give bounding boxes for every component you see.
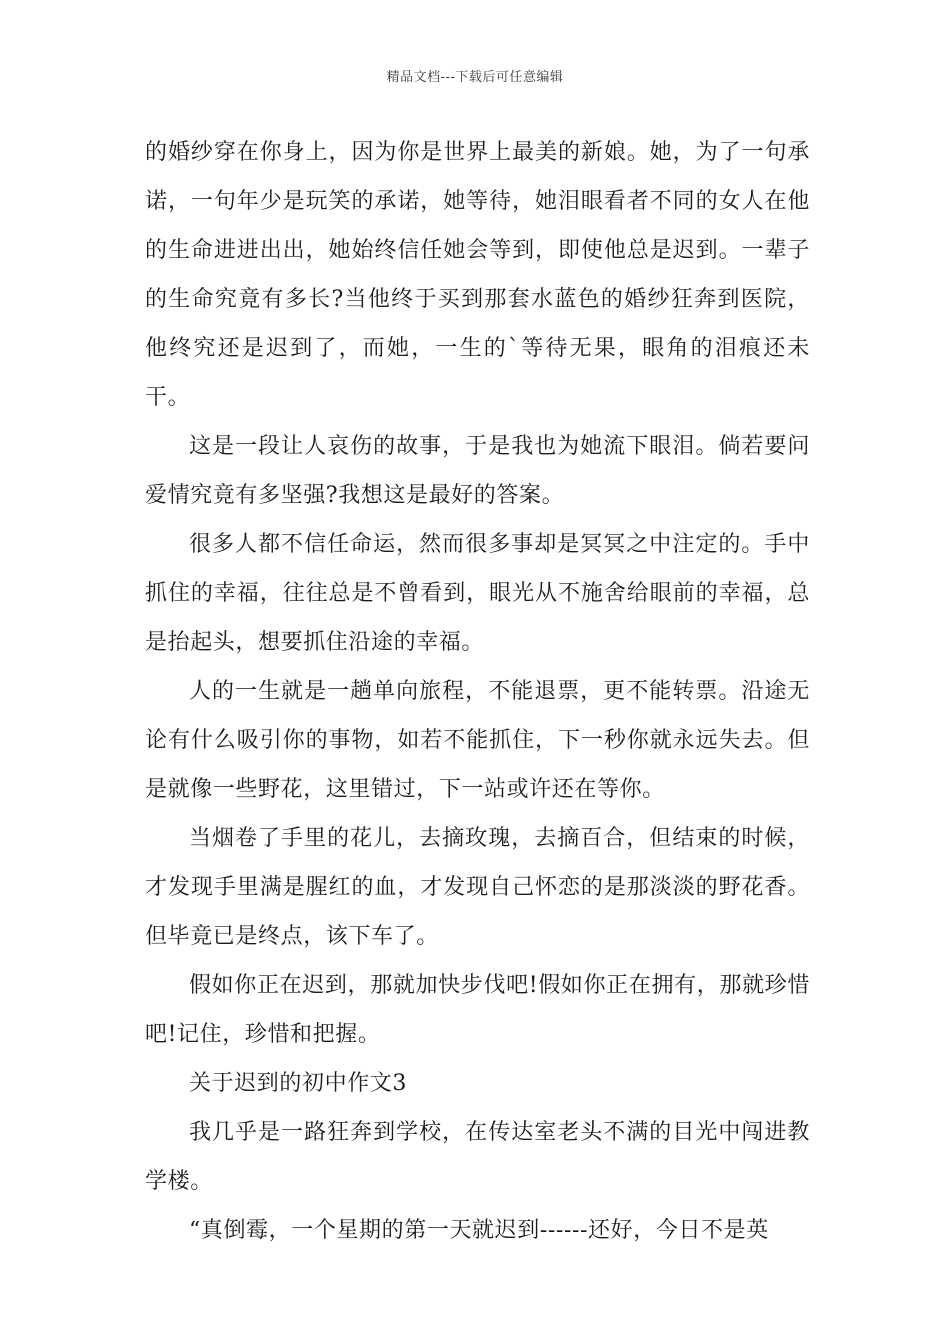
page-header: 精品文档---下载后可任意编辑 (386, 70, 564, 85)
paragraph-4: 人的一生就是一趟单向旅程，不能退票，更不能转票。沿途无论有什么吸引你的事物，如若不能抓住，下一秒你就永远失去。但是就像一些野花，这里错过，下一站或许还在等你。 (145, 679, 810, 802)
paragraph-5: 当烟卷了手里的花儿，去摘玫瑰，去摘百合，但结束的时候，才发现手里满是腥红的血，才发现自己怀恋的是那淡淡的野花香。但毕竟已是终点，该下车了。 (145, 826, 810, 949)
paragraph-6: 假如你正在迟到，那就加快步伐吧!假如你正在拥有，那就珍惜吧!记住，珍惜和把握。 (145, 973, 810, 1047)
paragraph-3: 很多人都不信任命运，然而很多事却是冥冥之中注定的。手中抓住的幸福，往往总是不曾看到，眼光从不施舍给眼前的幸福，总是抬起头，想要抓住沿途的幸福。 (145, 532, 810, 655)
paragraph-1: 的婚纱穿在你身上，因为你是世界上最美的新娘。她，为了一句承诺，一句年少是玩笑的承诺，她等待，她泪眼看者不同的女人在他的生命进进出出，她始终信任她会等到，即使他总是迟到。一辈子的生命究竟有多长?当他终于买到那套水蓝色的婚纱狂奔到医院，他终究还是迟到了，而她，一生的`等待无果，眼角的泪痕还未干。 (145, 140, 810, 410)
paragraph-2: 这是一段让人哀伤的故事，于是我也为她流下眼泪。倘若要问爱情究竟有多坚强?我想这是最好的答案。 (145, 434, 810, 508)
document-body (145, 128, 810, 1255)
section-heading: 关于迟到的初中作文3 (189, 1071, 407, 1096)
paragraph-8: “真倒霉，一个星期的第一天就迟到------还好，今日不是英 (189, 1218, 769, 1243)
paragraph-7: 我几乎是一路狂奔到学校，在传达室老头不满的目光中闯进教学楼。 (145, 1120, 810, 1194)
